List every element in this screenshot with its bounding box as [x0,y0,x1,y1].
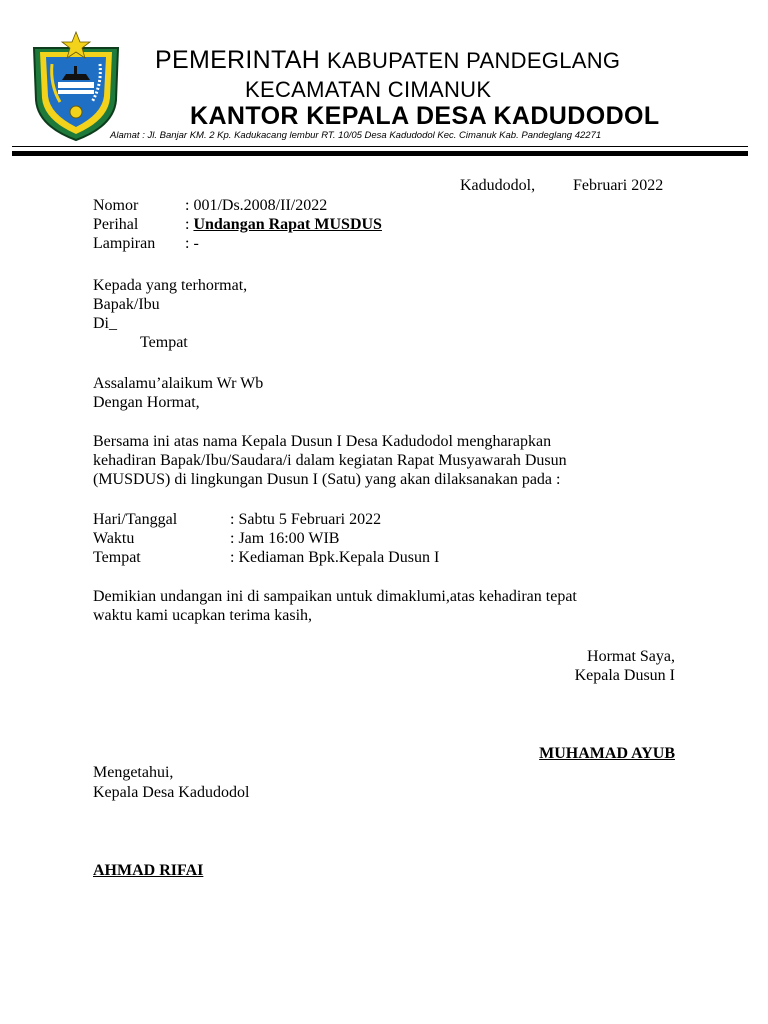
signature-regards: Hormat Saya, [587,648,675,665]
event-date-value: : Sabtu 5 Februari 2022 [230,511,382,528]
greeting-line-2: Dengan Hormat, [93,394,200,411]
event-time-value: : Jam 16:00 WIB [230,530,340,547]
letterhead-address: Alamat : Jl. Banjar KM. 2 Kp. Kadukacang lembur RT. 10/05 Desa Kadudodol Kec. Cimanuk Kab. Pandeglang 42271 [110,130,602,141]
perihal-label: Perihal [93,216,139,233]
greeting-line-1: Assalamu’alaikum Wr Wb [93,375,264,392]
letterhead-line-2: KECAMATAN CIMANUK [245,77,492,102]
perihal-colon: : [185,216,194,233]
letterhead-divider-thick [12,151,748,156]
letterhead-divider-thin [12,146,748,147]
event-time-label: Waktu [93,530,135,547]
signature-name: MUHAMAD AYUB [539,745,675,762]
closing-line-2: waktu kami ucapkan terima kasih, [93,607,313,624]
perihal-value-line [185,215,382,234]
lampiran-value: : - [185,235,199,252]
recipient-line-4: Tempat [140,334,188,351]
recipient-line-1: Kepada yang terhormat, [93,277,248,294]
signature-title: Kepala Dusun I [574,667,675,684]
event-date-label: Hari/Tanggal [93,511,178,528]
acknowledged-label: Mengetahui, [93,764,174,781]
recipient-line-3: Di_ [93,315,117,332]
acknowledged-title: Kepala Desa Kadudodol [93,784,250,801]
event-place-value: : Kediaman Bpk.Kepala Dusun I [230,549,440,566]
letterhead-word-pemerintah: PEMERINTAH [155,46,321,74]
letterhead-line-3: KANTOR KEPALA DESA KADUDODOL [190,102,660,130]
letterhead-kabupaten: KABUPATEN PANDEGLANG [327,48,621,73]
lampiran-label: Lampiran [93,235,156,252]
event-place-label: Tempat [93,549,141,566]
kabupaten-pandeglang-emblem-icon [30,30,122,142]
body-line-2: kehadiran Bapak/Ibu/Saudara/i dalam kegiatan Rapat Musyawarah Dusun [93,452,567,469]
closing-line-1: Demikian undangan ini di sampaikan untuk dimaklumi,atas kehadiran tepat [93,588,577,605]
body-line-1: Bersama ini atas nama Kepala Dusun I Desa Kadudodol mengharapkan [93,433,552,450]
acknowledged-name: AHMAD RIFAI [93,862,204,879]
letter-date: Februari 2022 [573,177,664,194]
letterhead-line-1 [155,46,620,75]
body-line-3: (MUSDUS) di lingkungan Dusun I (Satu) yang akan dilaksanakan pada : [93,471,561,488]
letter-place: Kadudodol, [460,177,536,194]
recipient-line-2: Bapak/Ibu [93,296,160,313]
perihal-value: Undangan Rapat MUSDUS [193,216,382,233]
nomor-value: : 001/Ds.2008/II/2022 [185,197,328,214]
nomor-label: Nomor [93,197,139,214]
